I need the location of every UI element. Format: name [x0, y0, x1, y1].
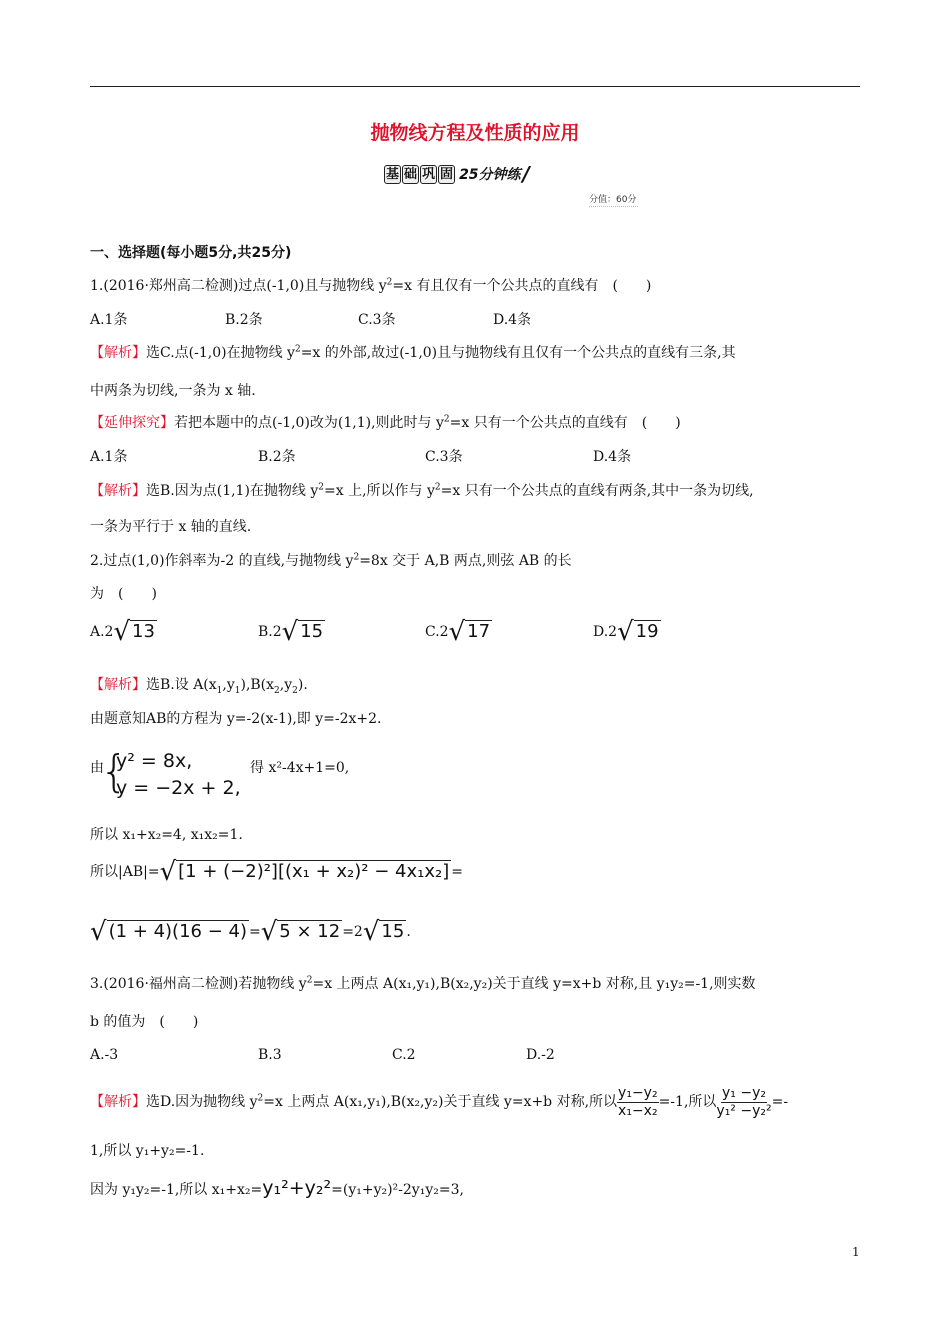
q3-stem: 3.(2016·福州高二检测)若抛物线 $y^2=x$ 上两点 A(x₁,y₁),B(x₂,y₂)关于直线 y=x+b 对称,且 y₁y₂=-1,则实数 [90, 975, 756, 992]
q1-option-d: D.4条 [493, 312, 532, 328]
q3-fraction-1: $\frac{\text{y₁−y₂}}{\text{x₁−x₂}}$ [618, 1084, 658, 1119]
q2-vieta: 所以 x₁+x₂=4, x₁x₂=1. [90, 827, 243, 843]
q1ext-option-c: C.3条 [425, 449, 463, 465]
q3-answer: 【解析】选D.因为抛物线 $y^2=x$ 上两点 A(x₁,y₁),B(x₂,y₂)关于直线 y=x+b 对称,所以 $\frac{\text{y₁−y₂}}{\text{x₁−x₂}}$ =-1,所以 $\frac{\text{y₁ −y₂}}{\text{y₁² −y₂²}}$ =- [90, 1084, 789, 1119]
section-heading: 一、选择题(每小题5分,共25分) [90, 245, 292, 261]
q1ext-answer: 【解析】选B.因为点(1,1)在抛物线 $y^2=x$ 上,所以作与 $y^2=x$ 只有一个公共点的直线有两条,其中一条为切线, [90, 482, 754, 499]
q2-ab-line2: √ (1 + 4)(16 − 4) =√ 5 × 12 =2√ 15 . [90, 917, 411, 947]
q3-answer-line3: 因为 y₁y₂=-1,所以 x₁+x₂=y₁²+y₂²=(y₁+y₂)²-2y₁y₂=3, [90, 1177, 464, 1199]
q1-option-a: A.1条 [90, 312, 128, 328]
practice-badge [384, 162, 530, 186]
q1-option-c: C.3条 [358, 312, 396, 328]
q2-ab-line1: 所以|AB|=√ [1 + (−2)²][(x₁ + x₂)² − 4x₁x₂] = [90, 857, 463, 887]
q1ext-option-a: A.1条 [90, 449, 128, 465]
q1ext-answer-cont: 一条为平行于 x 轴的直线. [90, 519, 252, 535]
badge-box-4: 固 [440, 166, 454, 182]
q1-option-b: B.2条 [225, 312, 263, 328]
header-rule [90, 86, 860, 87]
q2-system-result: 得 x²-4x+1=0, [250, 760, 350, 776]
q2-option-b: B.2√ 15 [258, 617, 324, 647]
q2-stem: 2.过点(1,0)作斜率为-2 的直线,与抛物线 $y^2=8x$ 交于 A,B 两点,则弦 AB 的长 [90, 552, 572, 569]
q2-option-a: A.2√ 13 [90, 617, 155, 647]
q3-option-c: C.2 [392, 1047, 416, 1063]
q2-line-equation: 由题意知AB的方程为 y=-2(x-1),即 y=-2x+2. [90, 711, 382, 727]
q1-answer-cont: 中两条为切线,一条为 x 轴. [90, 383, 256, 399]
q2-system: { y² = 8x, y = −2x + 2, [100, 746, 241, 799]
q2-option-c: C.2√ 17 [425, 617, 491, 647]
q1-extension: 【延伸探究】若把本题中的点(-1,0)改为(1,1),则此时与 $y^2=x$ 只有一个公共点的直线有 ( ) [90, 414, 681, 431]
q2-option-d: D.2√ 19 [593, 617, 659, 647]
q3-stem-cont: b 的值为 ( ) [90, 1014, 199, 1030]
q3-fraction-2: $\frac{\text{y₁ −y₂}}{\text{y₁² −y₂²}}$ [716, 1084, 772, 1119]
page-title: 抛物线方程及性质的应用 [370, 122, 580, 144]
badge-box-2: 础 [404, 166, 418, 182]
q1-stem: 1.(2016·郑州高二检测)过点(-1,0)且与抛物线 $y^2=x$ 有且仅有一个公共点的直线有 ( ) [90, 277, 652, 294]
q1ext-option-b: B.2条 [258, 449, 296, 465]
badge-text: 25分钟练 [459, 167, 521, 183]
q1-answer: 【解析】选C.点(-1,0)在抛物线 $y^2=x$ 的外部,故过(-1,0)且与抛物线有且仅有一个公共点的直线有三条,其 [90, 344, 736, 361]
q2-stem-cont: 为 ( ) [90, 586, 157, 602]
q2-system-prefix: 由 [90, 760, 104, 776]
score-label: 分值：60分 [589, 192, 638, 207]
badge-box-3: 巩 [422, 166, 436, 182]
pen-stroke-icon: / [522, 162, 530, 186]
q2-answer: 【解析】选B.设 $A(x_1,y_1),B(x_2,y_2)$. [90, 677, 308, 696]
page-number: 1 [852, 1245, 860, 1259]
q1ext-option-d: D.4条 [593, 449, 632, 465]
q3-option-b: B.3 [258, 1047, 282, 1063]
q3-option-a: A.-3 [90, 1047, 119, 1063]
q3-answer-line2: 1,所以 y₁+y₂=-1. [90, 1143, 205, 1159]
badge-box-1: 基 [386, 166, 400, 182]
q3-option-d: D.-2 [526, 1047, 555, 1063]
